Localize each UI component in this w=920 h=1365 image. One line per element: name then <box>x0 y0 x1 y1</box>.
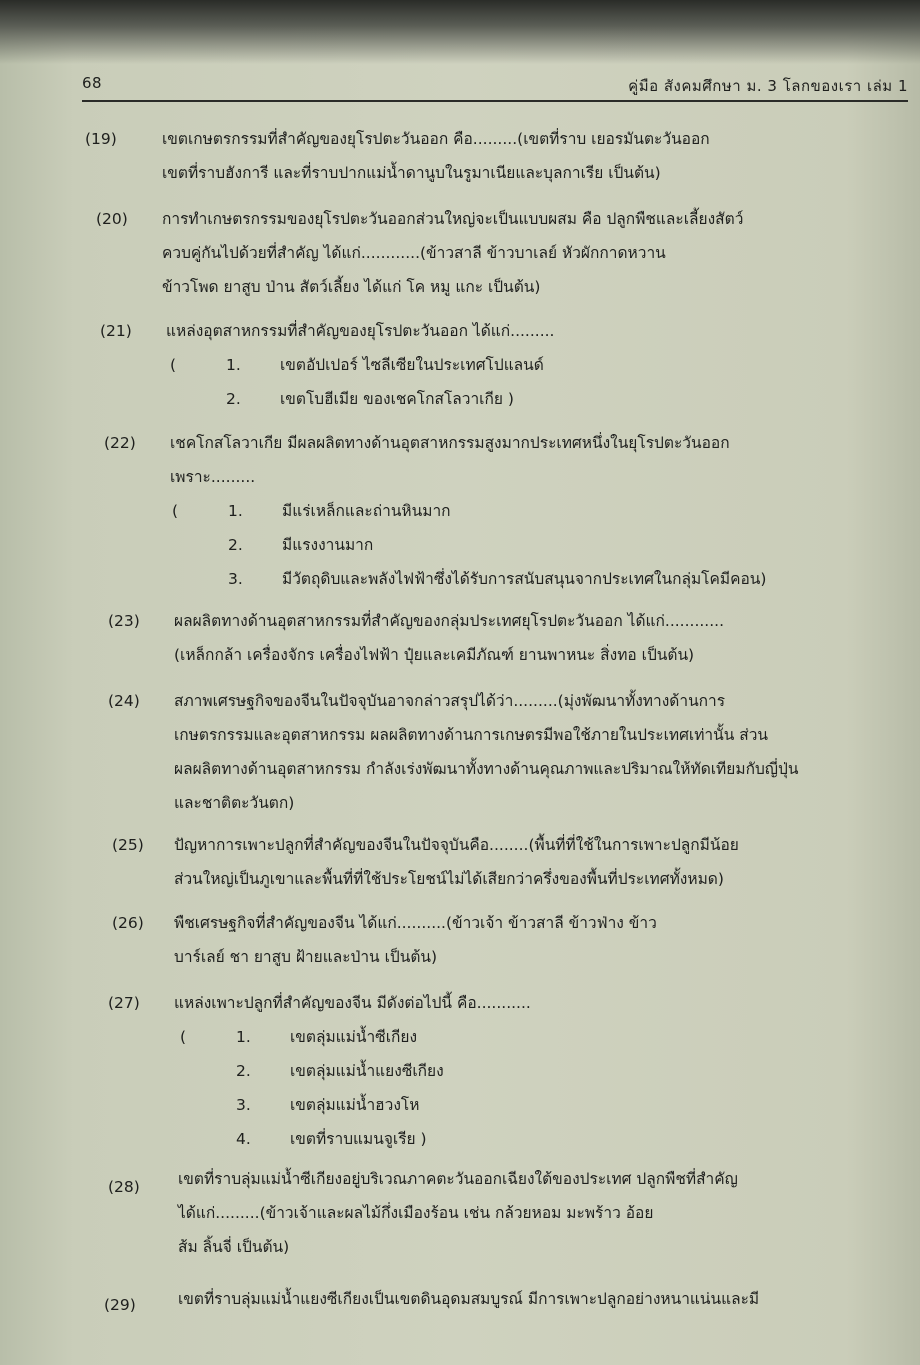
open-paren: ( <box>172 502 179 520</box>
item-number: (25) <box>112 836 144 854</box>
page-header <box>82 74 908 100</box>
sub-item-number: 2. <box>236 1062 251 1080</box>
open-paren: ( <box>170 356 177 374</box>
question-23 <box>82 604 910 674</box>
question-27 <box>82 986 910 1158</box>
item-line: เขตเกษตรกรรมที่สำคัญของยุโรปตะวันออก คือ.........(เขตที่ราบ เยอรมันตะวันออก <box>162 130 710 148</box>
item-number: (24) <box>108 692 140 710</box>
item-line: ส่วนใหญ่เป็นภูเขาและพื้นที่ที่ใช้ประโยชน์ไม่ได้เสียกว่าครึ่งของพื้นที่ประเทศทั้งหมด) <box>174 870 724 888</box>
item-number: (20) <box>96 210 128 228</box>
item-line: บาร์เลย์ ชา ยาสูบ ฝ้ายและป่าน เป็นต้น) <box>174 948 438 966</box>
item-number: (29) <box>104 1296 136 1314</box>
item-number: (28) <box>108 1178 140 1196</box>
open-paren: ( <box>180 1028 187 1046</box>
item-line: ปัญหาการเพาะปลูกที่สำคัญของจีนในปัจจุบันคือ........(พื้นที่ที่ใช้ในการเพาะปลูกมีน้อย <box>174 836 739 854</box>
question-21 <box>82 314 910 418</box>
item-line: สภาพเศรษฐกิจของจีนในปัจจุบันอาจกล่าวสรุปได้ว่า.........(มุ่งพัฒนาทั้งทางด้านการ <box>174 692 726 710</box>
item-line: เขตที่ราบลุ่มแม่น้ำซีเกียงอยู่บริเวณภาคตะวันออกเฉียงใต้ของประเทศ ปลูกพืชที่สำคัญ <box>178 1170 738 1188</box>
sub-item-text: มีวัตถุดิบและพลังไฟฟ้าซึ่งได้รับการสนับสนุนจากประเทศในกลุ่มโคมีคอน) <box>282 570 767 588</box>
item-number: (21) <box>100 322 132 340</box>
question-22 <box>82 426 910 598</box>
item-line: ส้ม ลิ้นจี่ เป็นต้น) <box>178 1238 290 1256</box>
item-line: ข้าวโพด ยาสูบ ป่าน สัตว์เลี้ยง ได้แก่ โค หมู แกะ เป็นต้น) <box>162 278 541 296</box>
item-line: แหล่งเพาะปลูกที่สำคัญของจีน มีดังต่อไปนี้ คือ........... <box>174 994 531 1012</box>
item-line: เขตที่ราบฮังการี และที่ราบปากแม่น้ำดานูบในรูมาเนียและบุลกาเรีย เป็นต้น) <box>162 164 661 182</box>
item-number: (22) <box>104 434 136 452</box>
sub-item-text: เขตที่ราบแมนจูเรีย ) <box>290 1130 427 1148</box>
item-line: เชคโกสโลวาเกีย มีผลผลิตทางด้านอุตสาหกรรมสูงมากประเทศหนึ่งในยุโรปตะวันออก <box>170 434 730 452</box>
sub-item-number: 4. <box>236 1130 251 1148</box>
item-line: (เหล็กกล้า เครื่องจักร เครื่องไฟฟ้า ปุ๋ยและเคมีภัณฑ์ ยานพาหนะ สิ่งทอ เป็นต้น) <box>174 646 695 664</box>
running-title: คู่มือ สังคมศึกษา ม. 3 โลกของเรา เล่ม 1 <box>628 77 908 95</box>
sub-item-text: เขตโบฮีเมีย ของเชคโกสโลวาเกีย ) <box>280 390 514 408</box>
sub-item-text: เขตลุ่มแม่น้ำแยงซีเกียง <box>290 1062 444 1080</box>
sub-item-number: 1. <box>236 1028 251 1046</box>
page-top-shadow <box>0 0 920 64</box>
question-24 <box>82 684 910 822</box>
item-line: ผลผลิตทางด้านอุตสาหกรรม กำลังเร่งพัฒนาทั้งทางด้านคุณภาพและปริมาณให้ทัดเทียมกับญี่ปุ่น <box>174 760 799 778</box>
item-number: (23) <box>108 612 140 630</box>
question-19 <box>82 122 910 192</box>
question-28 <box>82 1162 910 1266</box>
sub-item-number: 1. <box>226 356 241 374</box>
sub-item-text: เขตลุ่มแม่น้ำซีเกียง <box>290 1028 418 1046</box>
item-line: การทำเกษตรกรรมของยุโรปตะวันออกส่วนใหญ่จะเป็นแบบผสม คือ ปลูกพืชและเลี้ยงสัตว์ <box>162 210 744 228</box>
item-line: ควบคู่กันไปด้วยที่สำคัญ ได้แก่............(ข้าวสาลี ข้าวบาเลย์ หัวผักกาดหวาน <box>162 244 666 262</box>
item-line: พืชเศรษฐกิจที่สำคัญของจีน ได้แก่..........(ข้าวเจ้า ข้าวสาลี ข้าวฟ่าง ข้าว <box>174 914 657 932</box>
item-number: (19) <box>85 130 117 148</box>
sub-item-number: 2. <box>228 536 243 554</box>
item-line: เพราะ......... <box>170 468 256 486</box>
sub-item-number: 3. <box>236 1096 251 1114</box>
sub-item-text: เขตอัปเปอร์ ไซลีเซียในประเทศโปแลนด์ <box>280 356 544 374</box>
item-line: แหล่งอุตสาหกรรมที่สำคัญของยุโรปตะวันออก ได้แก่......... <box>166 322 555 340</box>
question-29 <box>82 1282 910 1322</box>
sub-item-text: มีแรงงานมาก <box>282 536 374 554</box>
item-line: เขตที่ราบลุ่มแม่น้ำแยงซีเกียงเป็นเขตดินอุดมสมบูรณ์ มีการเพาะปลูกอย่างหนาแน่นและมี <box>178 1290 760 1308</box>
item-number: (27) <box>108 994 140 1012</box>
item-number: (26) <box>112 914 144 932</box>
item-line: และชาติตะวันตก) <box>174 794 295 812</box>
question-25 <box>82 828 910 898</box>
sub-item-number: 3. <box>228 570 243 588</box>
question-26 <box>82 906 910 976</box>
sub-item-text: เขตลุ่มแม่น้ำฮวงโห <box>290 1096 420 1114</box>
item-line: ได้แก่.........(ข้าวเจ้าและผลไม้กึ่งเมืองร้อน เช่น กล้วยหอม มะพร้าว อ้อย <box>178 1204 654 1222</box>
page-number: 68 <box>82 74 103 92</box>
item-line: ผลผลิตทางด้านอุตสาหกรรมที่สำคัญของกลุ่มประเทศยุโรปตะวันออก ได้แก่............ <box>174 612 725 630</box>
sub-item-number: 2. <box>226 390 241 408</box>
sub-item-text: มีแร่เหล็กและถ่านหินมาก <box>282 502 451 520</box>
item-line: เกษตรกรรมและอุตสาหกรรม ผลผลิตทางด้านการเกษตรมีพอใช้ภายในประเทศเท่านั้น ส่วน <box>174 726 769 744</box>
question-20 <box>82 202 910 306</box>
sub-item-number: 1. <box>228 502 243 520</box>
header-rule <box>82 100 908 102</box>
